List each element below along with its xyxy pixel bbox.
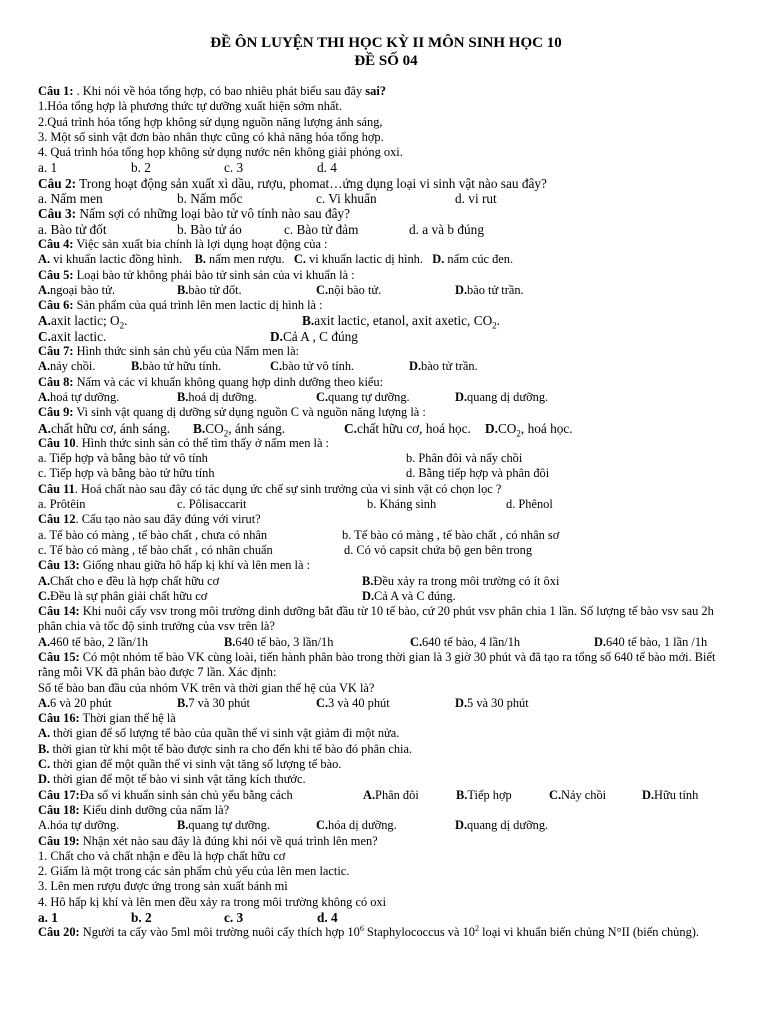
answer-row — [38, 222, 734, 237]
answer-row: A.hoá tự dưỡng. B.hoá dị dưỡng. C.quang tự dưỡng. D.quang dị dưỡng. — [38, 389, 549, 404]
question-19: Câu 19: Nhận xét nào sau đây là đúng khi nói về quá trình lên men? — [38, 833, 378, 848]
question-8: Câu 8: Nấm và các vi khuẩn không quang hợp dinh dưỡng theo kiểu: — [38, 374, 384, 389]
question-list — [38, 84, 734, 941]
answer-row: a. 1 b. 2 c. 3 d. 4 — [38, 910, 338, 926]
answer-b: b. Bào tử áo — [177, 221, 242, 237]
question-18: Câu 18: Kiểu dinh dưỡng của nấm là? — [38, 802, 230, 817]
answer-row: C.axit lactic. D.Cả A , C đúng — [38, 328, 358, 344]
answer-row: c. Tiếp hợp và bằng bào tử hữu tính d. Bằng tiếp hợp và phân đôi — [38, 466, 550, 481]
question-20: Câu 20: Người ta cấy vào 5ml môi trường nuôi cấy thích hợp $10^6$ Staphylococcus và $10^2$ loại vi khuẩn biến chủng N°II (biến chủng). — [38, 924, 699, 940]
statement: 3. Một số sinh vật đơn bào nhân thực cũng có khả năng hóa tổng hợp. — [38, 129, 384, 144]
question-1: Câu 1: . Khi nói về hóa tổng hợp, có bao nhiêu phát biểu sau đây sai? — [38, 84, 386, 98]
answer-c: c. Bào tử đảm — [284, 221, 359, 237]
question-10: Câu 10. Hình thức sinh sản có thể tìm thấy ở nấm men là : — [38, 435, 329, 450]
answer-c: c. 3 — [224, 160, 244, 176]
answer-row: A.6 và 20 phút B.7 và 30 phút C.3 và 40 phút D.5 và 30 phút — [38, 695, 529, 710]
answer-b: B. thời gian từ khi một tế bào được sinh ra cho đến khi tế bào đó phân chia. — [38, 741, 413, 756]
answer-row — [38, 191, 734, 206]
question-7: Câu 7: Hình thức sinh sản chủ yếu của Nấm men là: — [38, 344, 300, 359]
question-16: Câu 16: Thời gian thế hệ là — [38, 711, 176, 726]
question-5: Câu 5: Loại bào tử không phải bào tử sinh sản của vi khuẩn là : — [38, 267, 355, 282]
question-14: Câu 14: Khi nuôi cấy vsv trong môi trường dinh dưỡng bắt đầu từ 10 tế bào, cứ 20 phút vsv phân chia 1 lần. Số lượng tế bào vsv sau 2h phân chia và tốc độ sinh trưởng của vsv trên là? — [38, 604, 714, 634]
document-title: ĐỀ ÔN LUYỆN THI HỌC KỲ II MÔN SINH HỌC 10 — [210, 35, 562, 51]
statement: 2.Quá trình hóa tổng hợp không sử dụng nguồn năng lượng ánh sáng, — [38, 114, 383, 129]
answer-row: c. Tế bào có màng , tế bào chất , có nhân chuẩn d. Có vỏ capsit chứa bộ gen bên trong — [38, 542, 533, 557]
answer-a: A. thời gian để số lượng tế bào của quần thể vi sinh vật giảm đi một nửa. — [38, 726, 400, 741]
answer-row: A.Chất cho e đều là hợp chất hữu cơ B.Đều xảy ra trong môi trường có ít ôxi — [38, 573, 560, 588]
statement: 3. Lên men rượu được ứng trong sản xuất bánh mì — [38, 879, 288, 894]
statement: 2. Giấm là một trong các sản phẩm chủ yếu của lên men lactic. — [38, 864, 350, 879]
answer-row: C.Đều là sự phân giải chất hữu cơ D.Cả A và C đúng. — [38, 588, 456, 603]
statement: 1.Hóa tổng hợp là phương thức tự dưỡng xuất hiện sớm nhất. — [38, 99, 342, 114]
answer-row — [38, 160, 734, 175]
answer-row: a. Tiếp hợp và bằng bào tử vô tính b. Phân đôi và nẩy chồi — [38, 451, 523, 466]
question-15-ask: Số tế bào ban đầu của nhóm VK trên và thời gian thế hệ của VK là? — [38, 680, 375, 695]
answer-a: a. Bào tử đốt — [38, 221, 107, 237]
answer-d: D. thời gian để một tế bào vi sinh vật tăng kích thước. — [38, 772, 306, 787]
answer-c: c. Vi khuẩn — [316, 191, 377, 207]
answer-row: A.hóa tự dưỡng. B.quang tự dưỡng. C.hóa dị dưỡng. D.quang dị dưỡng. — [38, 818, 549, 833]
answer-b: b. Nấm mốc — [177, 191, 243, 207]
answer-d: d. 4 — [317, 160, 337, 176]
statement: 4. Quá trình hóa tổng họp không sử dụng nước nên không giải phóng oxi. — [38, 145, 403, 160]
question-4: Câu 4: Việc sản xuất bia chính là lợi dụng hoạt động của : — [38, 236, 328, 251]
statement: 1. Chất cho và chất nhận e đều là hợp chất hữu cơ — [38, 848, 286, 863]
answer-row: A. vi khuẩn lactic đồng hình. B. nấm men rượu. C. vi khuẩn lactic dị hình. D. nấm cúc đen. — [38, 252, 514, 267]
answer-d: d. vi rut — [455, 191, 497, 207]
question-12: Câu 12. Cấu tạo nào sau đây đúng với virut? — [38, 512, 261, 527]
answer-row: a. Tế bào có màng , tế bào chất , chưa có nhân b. Tế bào có màng , tế bào chất , có nhân sơ — [38, 527, 560, 542]
answer-row: a. Prôtêin c. Pôlisaccarit b. Kháng sinh d. Phênol — [38, 497, 553, 512]
answer-row: A.ngoại bào tử. B.bào tử đốt. C.nội bào tử. D.bào tử trần. — [38, 282, 524, 297]
answer-a: a. Nấm men — [38, 191, 103, 207]
question-6: Câu 6: Sản phẩm của quá trình lên men lactic dị hình là : — [38, 298, 323, 313]
statement: 4. Hô hấp kị khí và lên men đều xảy ra trong môi trường không có oxi — [38, 894, 387, 909]
document-page — [38, 34, 734, 941]
answer-row: A.chất hữu cơ, ánh sáng. $B.CO_2$, ánh sáng. C.chất hữu cơ, hoá học. $D.CO_2$, hoá học. — [38, 420, 573, 439]
question-3: Câu 3: Nấm sợi có những loại bào tử vô tính nào sau đây? — [38, 206, 351, 222]
answer-row: A.460 tế bào, 2 lần/1h B.640 tế bào, 3 lần/1h C.640 tế bào, 4 lần/1h D.640 tế bào, 1 lần /1h — [38, 634, 708, 649]
answer-c: C. thời gian để một quần thể vi sinh vật tăng số lượng tế bào. — [38, 757, 342, 772]
answer-d: d. a và b đúng — [409, 221, 484, 237]
question-17: Câu 17:Đa số vi khuẩn sinh sản chủ yếu bằng cách A.Phân đôi B.Tiếp hợp C.Nảy chồi D.Hữu tính — [38, 787, 699, 802]
question-13: Câu 13: Giống nhau giữa hô hấp kị khí và lên men là : — [38, 558, 311, 573]
answer-a: a. 1 — [38, 160, 58, 176]
question-2: Câu 2: Trong hoạt động sản xuất xì dầu, rượu, phomat…ứng dụng loại vi sinh vật nào sau đây? — [38, 175, 547, 191]
question-11: Câu 11. Hoá chất nào sau đây có tác dụng ức chế sự sinh trưởng của vi sinh vật có chọn lọc ? — [38, 481, 502, 496]
answer-row: A.nảy chồi. B.bào tử hữu tính. C.bào tử vô tính. D.bào tử trần. — [38, 359, 478, 374]
answer-row: A.axit lactic; $O_2$. B.axit lactic, etanol, axit axetic, $CO_2$. — [38, 313, 500, 332]
answer-b: b. 2 — [131, 160, 151, 176]
question-15: Câu 15: Có một nhóm tế bào VK cùng loài, tiến hành phân bào trong thời gian là 3 giờ 30 phút và đã tạo ra tổng số 640 tế bào mới. Biết rằng mỗi VK đã phân bào được 7 lần. Xác định: — [38, 649, 716, 680]
question-9: Câu 9: Vi sinh vật quang dị dưỡng sử dụng nguồn C và nguồn năng lượng là : — [38, 405, 426, 420]
document-subtitle: ĐỀ SỐ 04 — [354, 53, 418, 69]
